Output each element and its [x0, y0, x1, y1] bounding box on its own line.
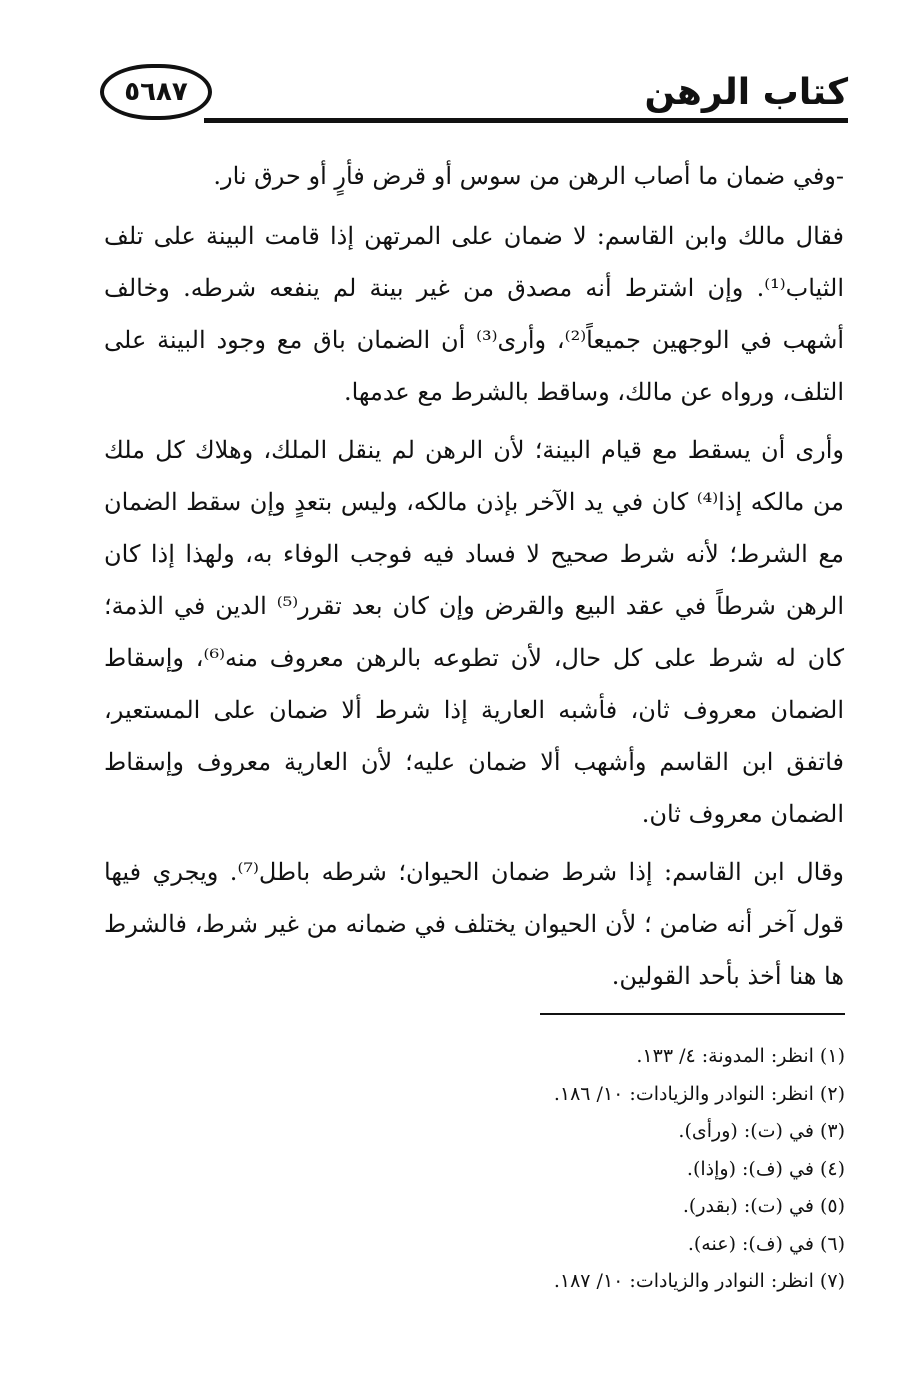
footnote-7: (٧) انظر: النوادر والزيادات: ١٠/ ١٨٧. [553, 1270, 845, 1292]
footnote-2: (٢) انظر: النوادر والزيادات: ١٠/ ١٨٦. [553, 1082, 845, 1105]
footnote-5: (٥) في (ت): (بقدر). [682, 1195, 845, 1217]
paragraph-2: فقال مالك وابن القاسم: لا ضمان على المرتهن إذا قامت البينة على تلف الثياب⁽¹⁾. وإن اشترط أنه مصدق من غير بينة لم ينفعه شرطه. وخالف أشهب في الوجهين جميعاً⁽²⁾، وأرى⁽³⁾ أن الضمان باق مع وجود البينة على التلف، ورواه عن مالك، وساقط بالشرط مع عدمها. [104, 222, 845, 406]
main-text [104, 150, 844, 1008]
chapter-title: كتاب الرهن [644, 72, 848, 113]
header-rule [204, 118, 848, 123]
page-header [100, 58, 848, 128]
page-number-oval [100, 64, 212, 120]
footnote-3: (٣) في (ت): (ورأى). [678, 1120, 845, 1142]
paragraph-3: وأرى أن يسقط مع قيام البينة؛ لأن الرهن لم ينقل الملك، وهلاك كل ملك من مالكه إذا⁽⁴⁾ كان في يد الآخر بإذن مالكه، وليس بتعدٍ وإن سقط الضمان مع الشرط؛ لأنه شرط صحيح لا فساد فيه فوجب الوفاء به، ولهذا إذا كان الرهن شرطاً في عقد البيع والقرض وإن كان بعد تقرر⁽⁵⁾ الدين في الذمة؛ كان له شرط على كل حال، لأن تطوعه بالرهن معروف منه⁽⁶⁾، وإسقاط الضمان معروف ثان، فأشبه العارية إذا شرط ألا ضمان على المستعير، فاتفق ابن القاسم وأشهب ألا ضمان عليه؛ لأن العارية معروف وإسقاط الضمان معروف ثان. [104, 436, 844, 828]
page-number: ٥٦٨٧ [124, 77, 188, 107]
footnotes-list [430, 1038, 845, 1301]
footnote-separator [540, 1013, 845, 1015]
footnote-1: (١) انظر: المدونة: ٤/ ١٣٣. [636, 1045, 845, 1067]
footnote-6: (٦) في (ف): (عنه). [687, 1232, 845, 1255]
footnote-4: (٤) في (ف): (وإذا). [686, 1157, 845, 1180]
paragraph-4: وقال ابن القاسم: إذا شرط ضمان الحيوان؛ شرطه باطل⁽⁷⁾. ويجري فيها قول آخر أنه ضامن ؛ لأن الحيوان يختلف في ضمانه من غير شرط، فالشرط ها هنا أخذ بأحد القولين. [104, 858, 844, 990]
paragraph-1: -وفي ضمان ما أصاب الرهن من سوس أو قرض فأرٍ أو حرق نار. [213, 162, 844, 190]
